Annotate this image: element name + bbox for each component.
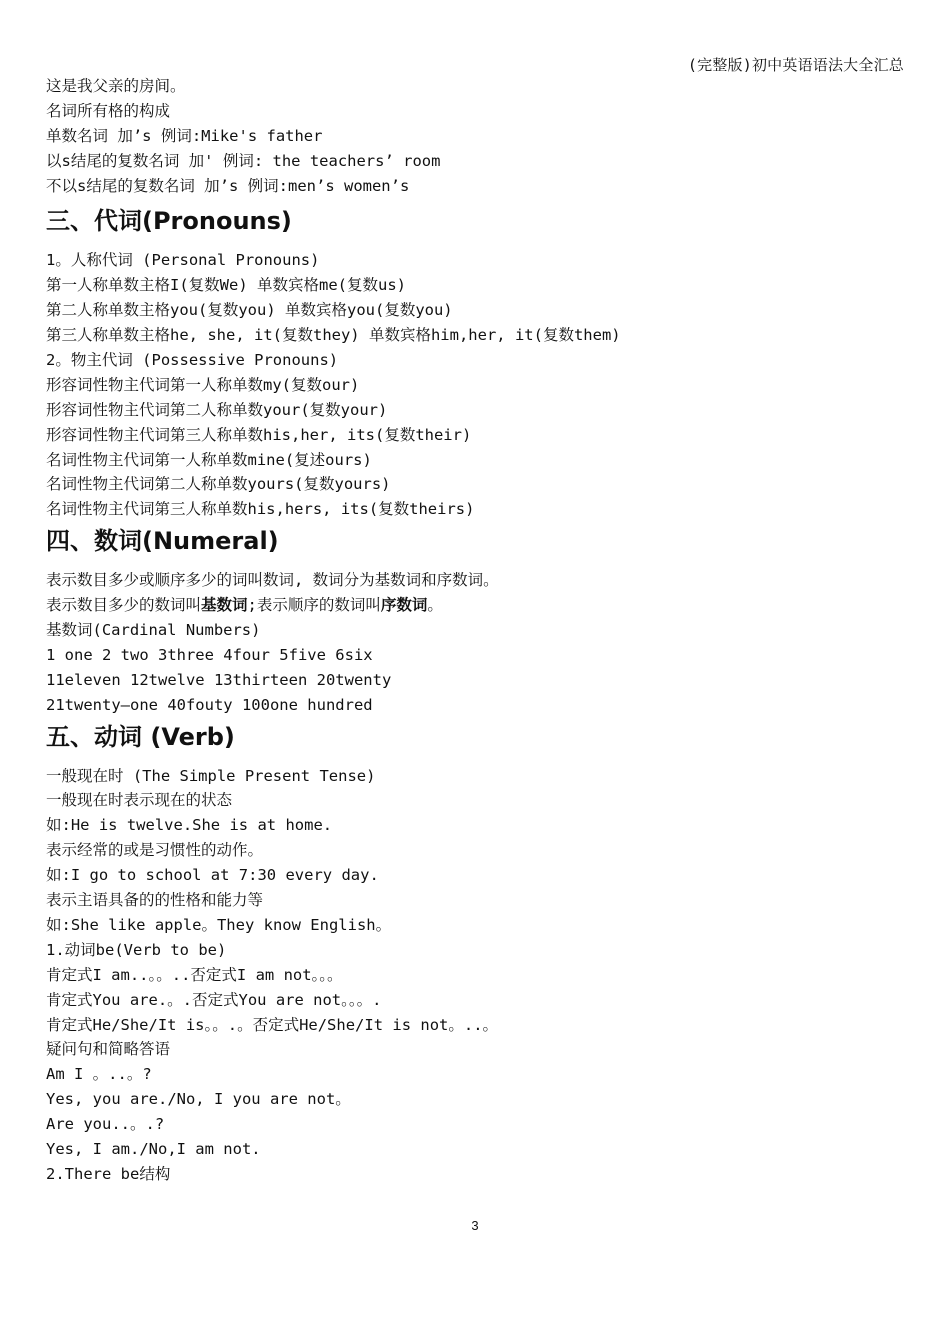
- text-line: 形容词性物主代词第二人称单数your(复数your): [46, 400, 388, 419]
- text-line: 这是我父亲的房间。: [46, 77, 186, 95]
- text-line: 肯定式I am..。。..否定式I am not。。。: [46, 965, 343, 984]
- text-line: 肯定式He/She/It is。。.。否定式He/She/It is not。..。: [46, 1015, 499, 1034]
- section-heading-pronouns: 三、代词(Pronouns): [46, 207, 292, 236]
- text-line: 名词所有格的构成: [46, 101, 171, 120]
- text-line: 肯定式You are.。.否定式You are not。。。.: [46, 990, 382, 1009]
- page-content: [46, 74, 906, 1187]
- text-line: 第三人称单数主格he, she, it(复数they) 单数宾格him,her, it(复数them): [46, 326, 621, 345]
- text-line: 1.动词be(Verb to be): [46, 940, 227, 959]
- text-line: 如:I go to school at 7:30 every day.: [46, 866, 379, 885]
- text-line: Yes, you are./No, I you are not。: [46, 1090, 351, 1109]
- text-line: Yes, I am./No,I am not.: [46, 1139, 261, 1158]
- text-line: 第一人称单数主格I(复数We) 单数宾格me(复数us): [46, 276, 406, 295]
- text-line: 表示主语具备的的性格和能力等: [46, 891, 264, 910]
- page-number: 3: [471, 1218, 479, 1233]
- text-line: 名词性物主代词第一人称单数mine(复述ours): [46, 450, 372, 469]
- text-line: 名词性物主代词第二人称单数yours(复数yours): [46, 475, 391, 494]
- document-header-title: (完整版)初中英语语法大全汇总: [687, 56, 904, 74]
- text-line: 1 one 2 two 3three 4four 5five 6six: [46, 645, 373, 664]
- text-line: 一般现在时表示现在的状态: [46, 791, 233, 810]
- verb-section: [46, 718, 906, 1187]
- text-line: 形容词性物主代词第三人称单数his,her, its(复数their): [46, 425, 472, 444]
- numeral-definition-line: [46, 593, 906, 618]
- bold-term-ordinal: 序数词: [380, 596, 428, 615]
- text-span: 。: [427, 596, 443, 615]
- text-line: 如:She like apple。They know English。: [46, 915, 392, 934]
- text-line: Am I 。..。?: [46, 1065, 152, 1084]
- section-heading-verb: 五、动词 (Verb): [46, 722, 235, 751]
- numeral-section: [46, 522, 906, 717]
- text-span: 表示数目多少的数词叫: [46, 596, 202, 615]
- text-line: 形容词性物主代词第一人称单数my(复数our): [46, 375, 360, 394]
- text-line: 如:He is twelve.She is at home.: [46, 816, 333, 835]
- text-line: 第二人称单数主格you(复数you) 单数宾格you(复数you): [46, 301, 453, 320]
- text-line: 疑问句和简略答语: [46, 1040, 171, 1059]
- text-line: 不以s结尾的复数名词 加’s 例词:men’s women’s: [46, 176, 410, 195]
- bold-term-cardinal: 基数词: [201, 596, 248, 615]
- pronouns-section: [46, 202, 906, 522]
- text-line: 单数名词 加’s 例词:Mike's father: [46, 126, 323, 145]
- text-span: ;表示顺序的数词叫: [247, 596, 381, 615]
- section-heading-numeral: 四、数词(Numeral): [46, 527, 279, 556]
- text-line: 1。人称代词 (Personal Pronouns): [46, 251, 320, 270]
- text-line: 一般现在时 (The Simple Present Tense): [46, 766, 376, 785]
- text-line: 以s结尾的复数名词 加' 例词: the teachers’ room: [46, 151, 441, 170]
- text-line: 2.There be结构: [46, 1164, 171, 1183]
- text-line: 2。物主代词 (Possessive Pronouns): [46, 351, 339, 370]
- text-line: Are you..。.?: [46, 1115, 165, 1134]
- text-line: 表示数目多少或顺序多少的词叫数词, 数词分为基数词和序数词。: [46, 571, 499, 590]
- possessive-case-section: [46, 74, 906, 198]
- text-line: 21twenty—one 40fouty 100one hundred: [46, 695, 373, 714]
- text-line: 11eleven 12twelve 13thirteen 20twenty: [46, 670, 392, 689]
- text-line: 名词性物主代词第三人称单数his,hers, its(复数theirs): [46, 500, 475, 519]
- text-line: 基数词(Cardinal Numbers): [46, 621, 261, 640]
- text-line: 表示经常的或是习惯性的动作。: [46, 841, 264, 860]
